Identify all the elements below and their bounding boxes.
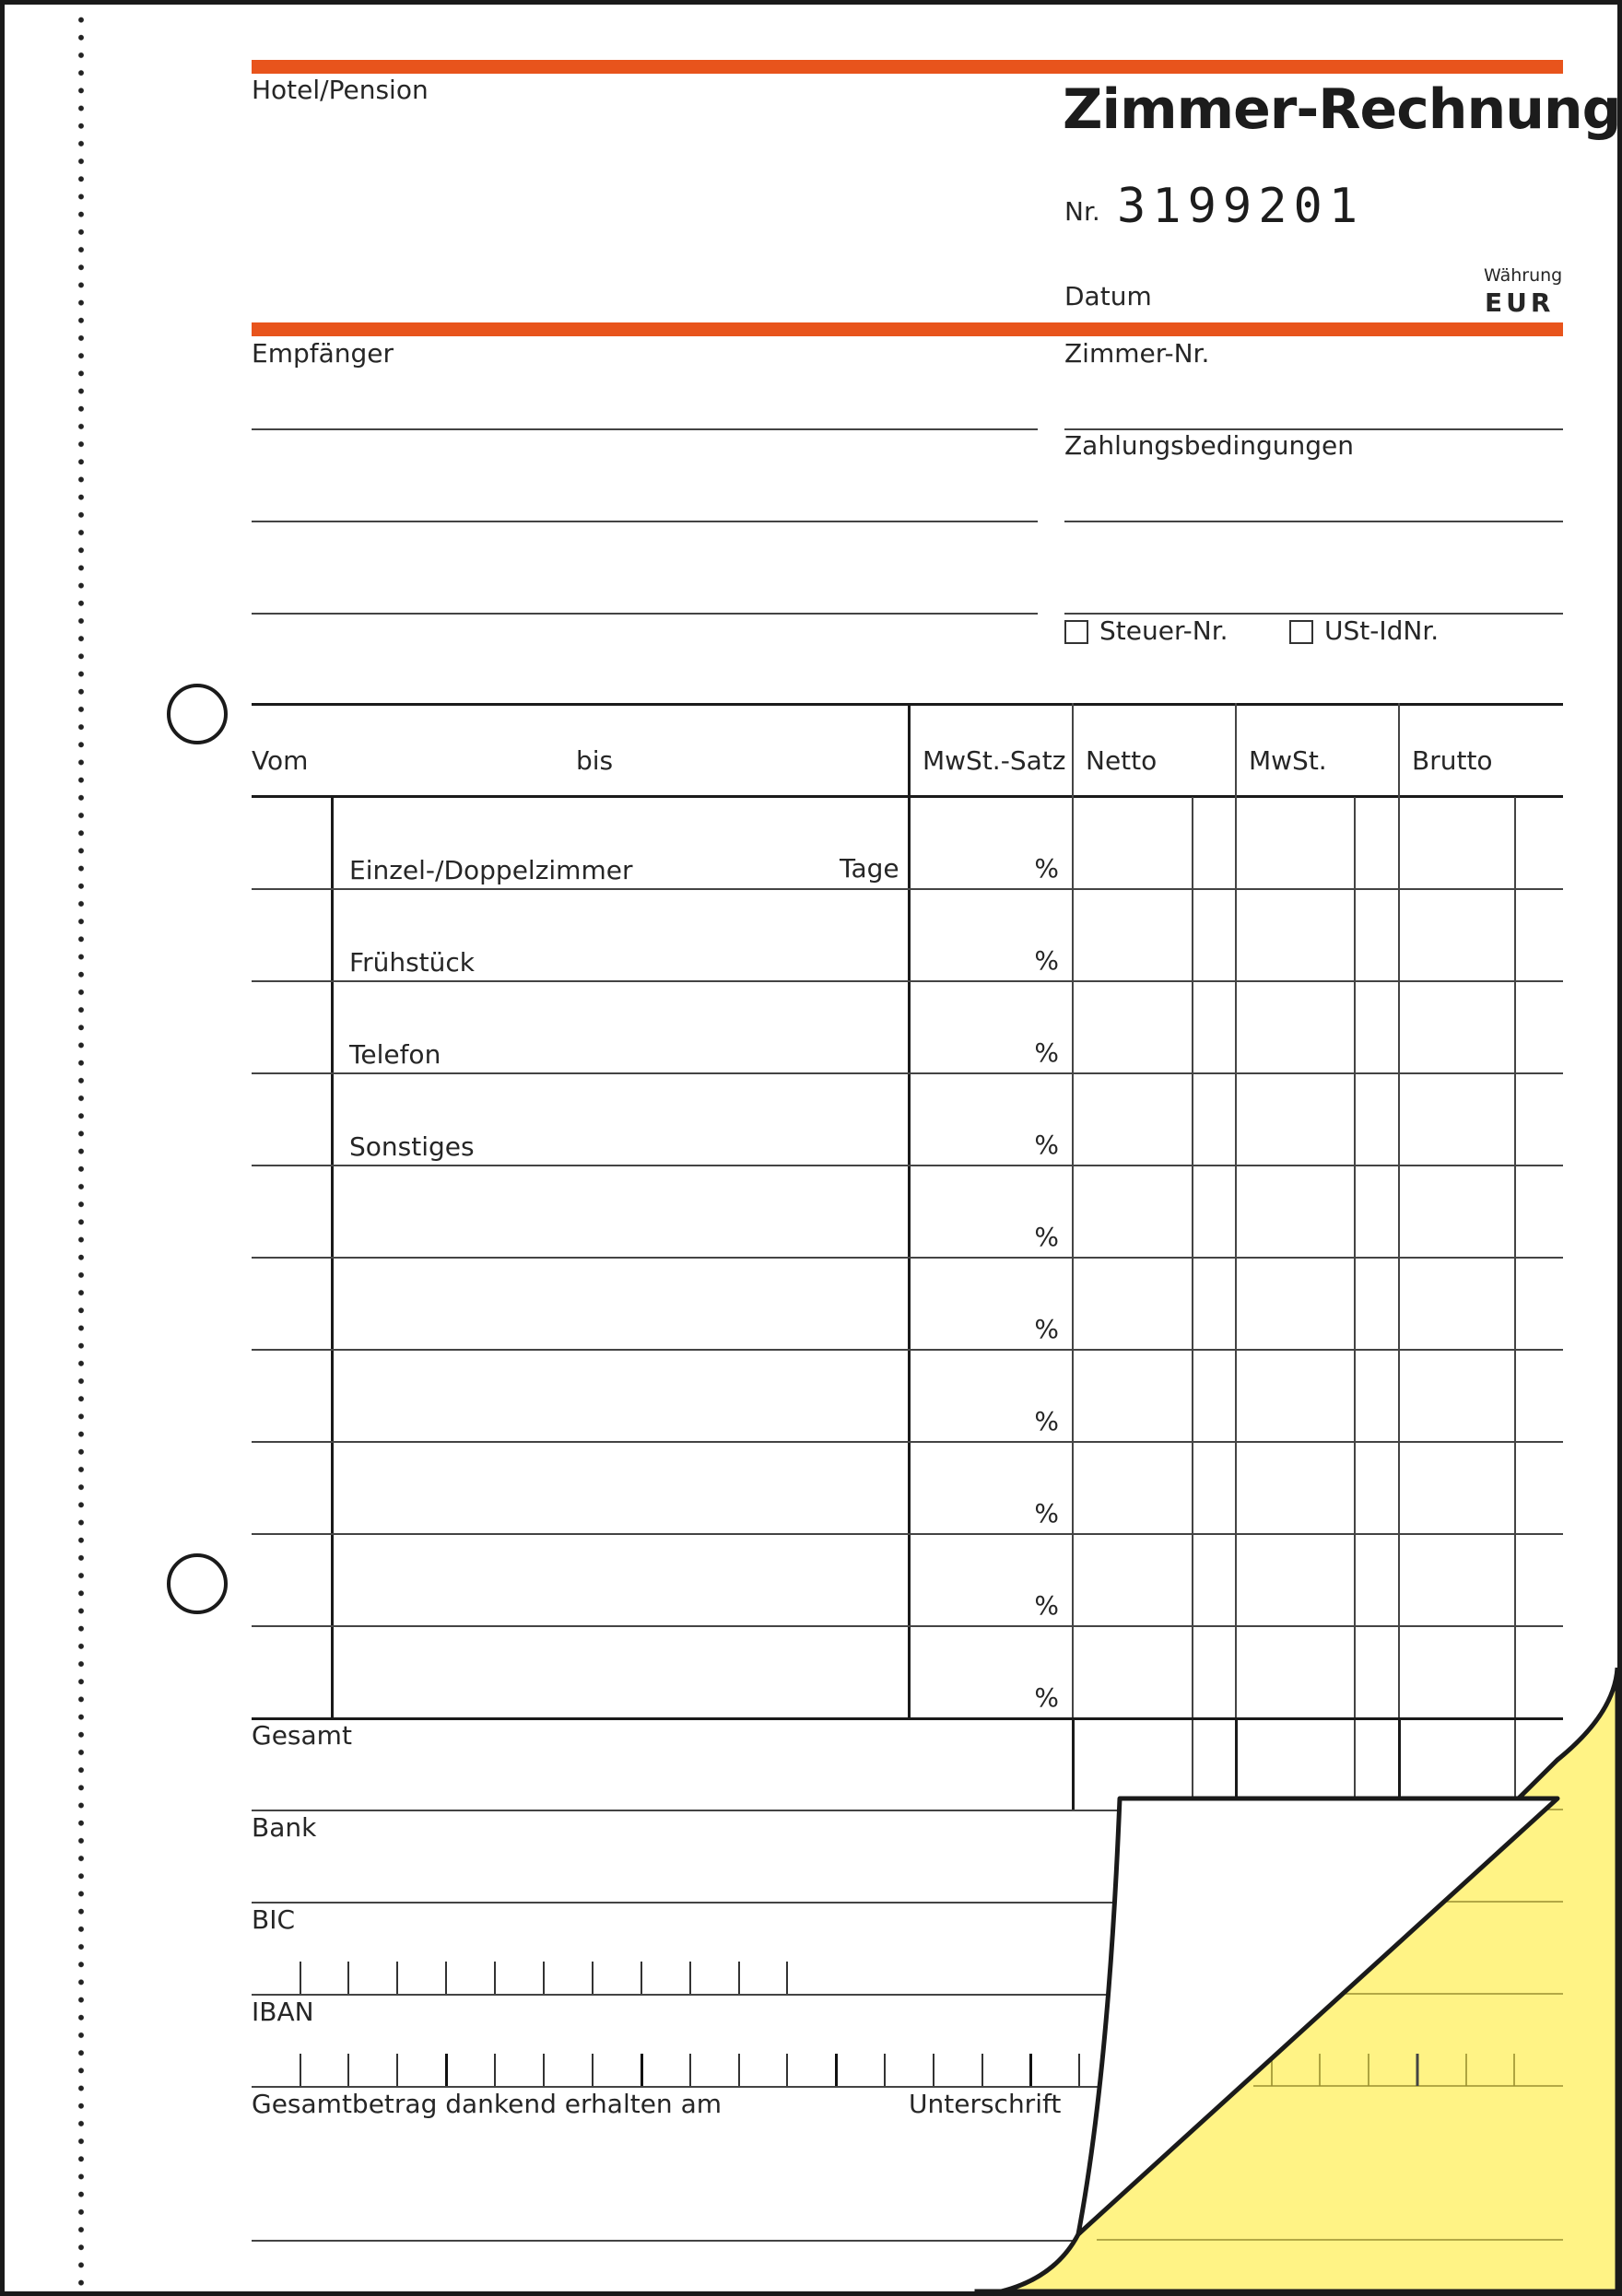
bank-label: Bank	[252, 1812, 317, 1843]
payment-terms-label: Zahlungsbedingungen	[1064, 430, 1355, 461]
room-number-label: Zimmer-Nr.	[1064, 338, 1210, 369]
vat-percent-sign: %	[1034, 1222, 1059, 1252]
vat-percent-sign: %	[1034, 1130, 1059, 1160]
signature-label: Unterschrift	[909, 2089, 1062, 2119]
header-from: Vom	[252, 745, 309, 776]
currency-label: Währung	[1484, 265, 1563, 286]
vat-percent-sign: %	[1034, 945, 1059, 976]
item-breakfast: Frühstück	[349, 947, 475, 978]
iban-label: IBAN	[252, 1997, 314, 2027]
form-title: Zimmer-Rechnung	[1063, 77, 1621, 142]
item-telephone: Telefon	[349, 1039, 441, 1070]
recipient-label: Empfänger	[252, 338, 394, 369]
date-field[interactable]: Datum	[1064, 281, 1152, 311]
currency-value: EUR	[1485, 287, 1555, 318]
header-net: Netto	[1086, 745, 1158, 776]
header-gross: Brutto	[1412, 745, 1493, 776]
header-vat: MwSt.	[1249, 745, 1327, 776]
hotel-pension-label: Hotel/Pension	[252, 75, 429, 105]
item-room: Einzel-/Doppelzimmer	[349, 855, 633, 885]
item-other: Sonstiges	[349, 1131, 475, 1162]
vat-percent-sign: %	[1034, 1682, 1059, 1713]
tax-number-label: Steuer-Nr.	[1099, 615, 1228, 646]
bic-label: BIC	[252, 1904, 296, 1935]
vat-percent-sign: %	[1034, 1037, 1059, 1068]
vat-percent-sign: %	[1034, 1314, 1059, 1344]
total-label: Gesamt	[252, 1720, 352, 1751]
days-label: Tage	[840, 853, 899, 884]
header-to: bis	[576, 745, 614, 776]
vat-percent-sign: %	[1034, 1590, 1059, 1621]
received-label: Gesamtbetrag dankend erhalten am	[252, 2089, 723, 2119]
invoice-number: 3199201	[1117, 179, 1365, 234]
vat-percent-sign: %	[1034, 1406, 1059, 1436]
header-vat-rate: MwSt.-Satz	[923, 745, 1066, 776]
vat-percent-sign: %	[1034, 1498, 1059, 1529]
vat-percent-sign: %	[1034, 853, 1059, 884]
number-label: Nr.	[1064, 196, 1100, 227]
vat-id-label: USt-IdNr.	[1324, 615, 1440, 646]
